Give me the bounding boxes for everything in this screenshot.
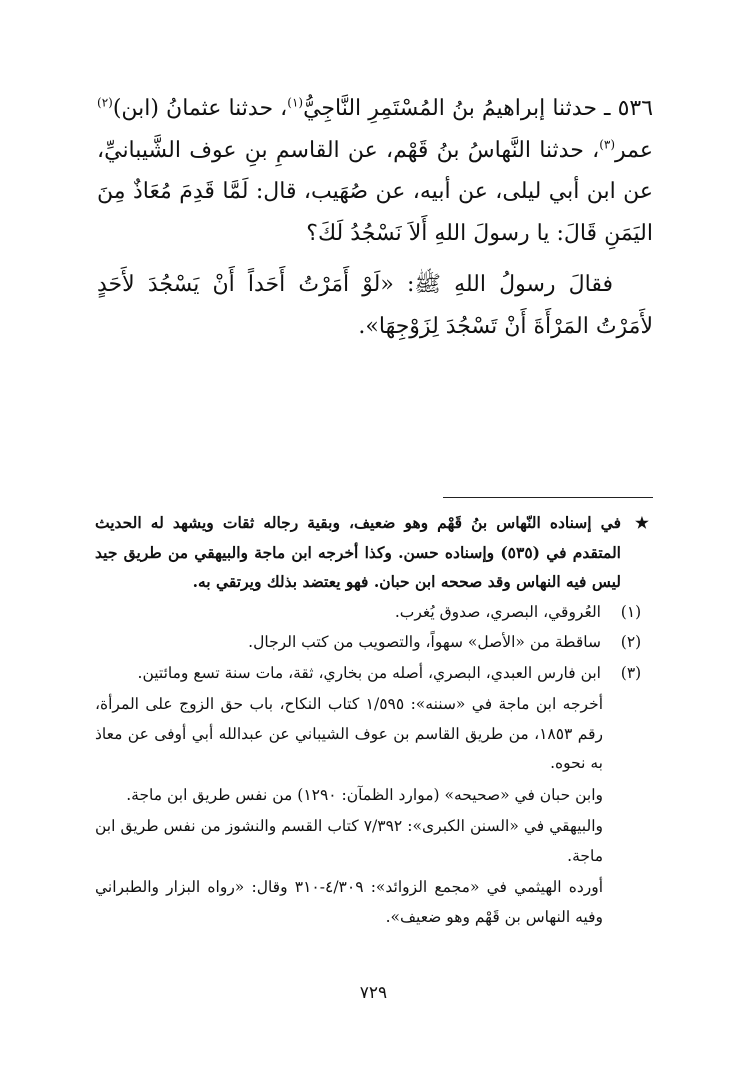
source-ibn-hibban: وابن حبان في «صحيحه» (موارد الظمآن: ١٢٩٠) من نفس طريق ابن ماجة.	[126, 785, 603, 804]
source-ibn-majah: أخرجه ابن ماجة في «سننه»: ١/٥٩٥ كتاب النكاح، باب حق الزوج على المرأة، رقم ١٨٥٣، من طريق القاسم بن عوف الشيباني عن عبدالله أبي أوفى عن معاذ به نحوه.	[95, 695, 603, 772]
starred-note	[95, 508, 651, 597]
hadith-block	[97, 88, 653, 347]
footnotes-block	[95, 508, 651, 932]
footnote-number: (١)	[620, 602, 642, 621]
footnote-ref-3[interactable]: (٣)	[599, 137, 616, 152]
isnad-part-4: ، حدثنا النَّهاسُ بنُ قَهْم، عن القاسمِ بنِ عوف الشَّيبانيِّ، عن ابن أبي ليلى، عن أبيه، عن صُهَيب، قال: لَمَّا قَدِمَ مُعَاذٌ مِنَ اليَمَنِ قَالَ: يا رسولَ اللهِ أَلاَ نَسْجُدُ لَكَ؟	[97, 137, 653, 246]
quote-intro: فقالَ رسولُ اللهِ ﷺ:	[393, 272, 613, 297]
footnote-3	[95, 659, 651, 689]
source-haythami: أورده الهيثمي في «مجمع الزوائد»: ٤/٣٠٩-٣١٠ وقال: «رواه البزار والطبراني وفيه النهاس بن قَهْم وهو ضعيف».	[95, 878, 603, 926]
footnote-text: ساقطة من «الأصل» سهواً، والتصويب من كتب الرجال.	[248, 633, 601, 651]
footnote-text: ابن فارس العبدي، البصري، أصله من بخاري، ثقة، مات سنة تسع ومائتين.	[137, 663, 601, 682]
footnote-number: (٣)	[620, 663, 642, 682]
isnad-part-3: عمر	[615, 137, 653, 163]
quote-text: «لَوْ أَمَرْتُ أَحَداً أَنْ يَسْجُدَ لأَحَدٍ لأَمَرْتُ المَرْأَةَ أَنْ تَسْجُدَ لِزَوْجِهَا».	[97, 272, 653, 339]
footnote-text: العُروقي، البصري، صدوق يُغرب.	[394, 602, 601, 621]
isnad-part-1: حدثنا إبراهيمُ بنُ المُسْتَمِرِ النَّاجِيُّ	[303, 96, 597, 121]
footnote-2	[95, 628, 651, 658]
page-number: ٧٢٩	[359, 983, 388, 1003]
dash: ـ	[596, 96, 618, 121]
footnote-number: (٢)	[620, 633, 642, 651]
hadith-matn	[97, 264, 653, 347]
star-icon: ★	[635, 513, 649, 532]
starred-note-text: في إسناده النّهاس بنُ قَهْم وهو ضعيف، وبقية رجاله ثقات ويشهد له الحديث المتقدم في (٥٣٥) وإسناده حسن. وكذا أخرجه ابن ماجة والبيهقي من طريق جيد ليس فيه النهاس وقد صححه ابن حبان. فهو يعتضد بذلك ويرتقي به.	[95, 513, 621, 591]
hadith-number: ٥٣٦	[617, 96, 654, 121]
source-bayhaqi: والبيهقي في «السنن الكبرى»: ٧/٣٩٢ كتاب القسم والنشوز من نفس طريق ابن ماجة.	[95, 817, 603, 865]
footnote-ref-2[interactable]: (٢)	[97, 95, 113, 110]
isnad-part-2: ، حدثنا عثمانُ (ابن)	[112, 96, 288, 121]
footnote-divider	[443, 497, 653, 498]
hadith-text	[97, 88, 653, 254]
footnote-ref-1[interactable]: (١)	[287, 95, 304, 110]
footnote-1	[95, 598, 651, 628]
